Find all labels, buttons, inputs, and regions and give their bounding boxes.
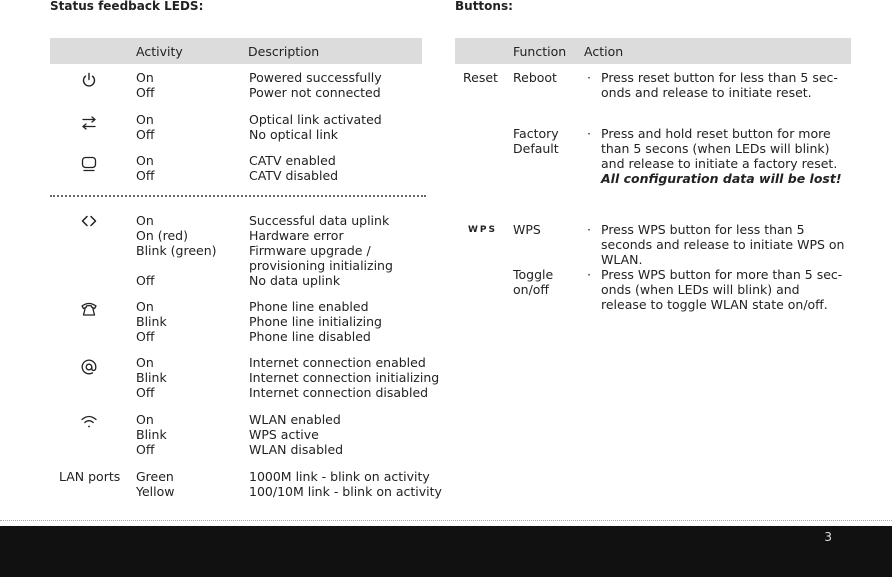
- row-power-description: Powered successfully Power not connected: [249, 70, 382, 100]
- row-power-activity: On Off: [136, 70, 155, 100]
- row-lan-label: LAN ports: [59, 469, 121, 484]
- row-wlan-description: WLAN enabled WPS active WLAN disabled: [249, 412, 344, 457]
- toggle-action: Press WPS button for more than 5 sec-onds (when LEDs will blink) and release to toggle WLAN state on/off.: [601, 267, 843, 312]
- power-icon: [80, 71, 98, 89]
- wps-action: Press WPS button for less than 5 seconds and release to initiate WPS on WLAN.: [601, 222, 845, 267]
- page-divider: [0, 520, 892, 521]
- toggle-function: Toggle on/off: [513, 267, 554, 297]
- reboot-function: Reboot: [513, 70, 557, 85]
- reboot-bullet: ·: [587, 70, 591, 85]
- factory-bullet: ·: [587, 126, 591, 141]
- leds-table-header: [50, 38, 422, 64]
- row-catv-description: CATV enabled CATV disabled: [249, 153, 339, 183]
- leds-section-title: Status feedback LEDS:: [50, 0, 204, 13]
- phone-icon: [80, 300, 98, 318]
- optical-link-icon: [80, 114, 98, 132]
- factory-warning: All configuration data will be lost!: [601, 171, 842, 186]
- catv-tv-icon: [80, 155, 98, 173]
- toggle-bullet: ·: [587, 267, 591, 282]
- header-activity: Activity: [136, 44, 183, 59]
- row-catv-activity: On Off: [136, 153, 155, 183]
- header-description: Description: [248, 44, 320, 59]
- wps-bullet: ·: [587, 222, 591, 237]
- header-function: Function: [513, 44, 567, 59]
- wps-function: WPS: [513, 222, 541, 237]
- wps-label: WPS: [468, 225, 498, 235]
- reset-label: Reset: [463, 70, 498, 85]
- row-optical-activity: On Off: [136, 112, 155, 142]
- row-optical-description: Optical link activated No optical link: [249, 112, 382, 142]
- internet-at-icon: [80, 358, 98, 376]
- buttons-table-header: [455, 38, 851, 64]
- factory-function: Factory Default: [513, 126, 559, 156]
- page-footer: [0, 526, 892, 577]
- wlan-wifi-icon: [80, 413, 98, 431]
- row-uplink-activity: On On (red) Blink (green) Off: [136, 213, 217, 288]
- row-uplink-description: Successful data uplink Hardware error Firmware upgrade / provisioning initializing No data uplink: [249, 213, 393, 288]
- factory-action: Press and hold reset button for more than 5 secons (when LEDs will blink) and release to initiate a factory reset.: [601, 126, 838, 171]
- row-lan-activity: Green Yellow: [136, 469, 175, 499]
- section-divider: [50, 195, 426, 197]
- row-phone-activity: On Blink Off: [136, 299, 167, 344]
- page-number: 3: [824, 530, 832, 544]
- header-action: Action: [584, 44, 624, 59]
- buttons-section-title: Buttons:: [455, 0, 513, 13]
- row-wlan-activity: On Blink Off: [136, 412, 167, 457]
- reboot-action: Press reset button for less than 5 sec-onds and release to initiate reset.: [601, 70, 838, 100]
- row-internet-description: Internet connection enabled Internet connection initializing Internet connection disabled: [249, 355, 440, 400]
- row-internet-activity: On Blink Off: [136, 355, 167, 400]
- row-lan-description: 1000M link - blink on activity 100/10M link - blink on activity: [249, 469, 442, 499]
- data-uplink-icon: [80, 212, 98, 230]
- row-phone-description: Phone line enabled Phone line initializing Phone line disabled: [249, 299, 382, 344]
